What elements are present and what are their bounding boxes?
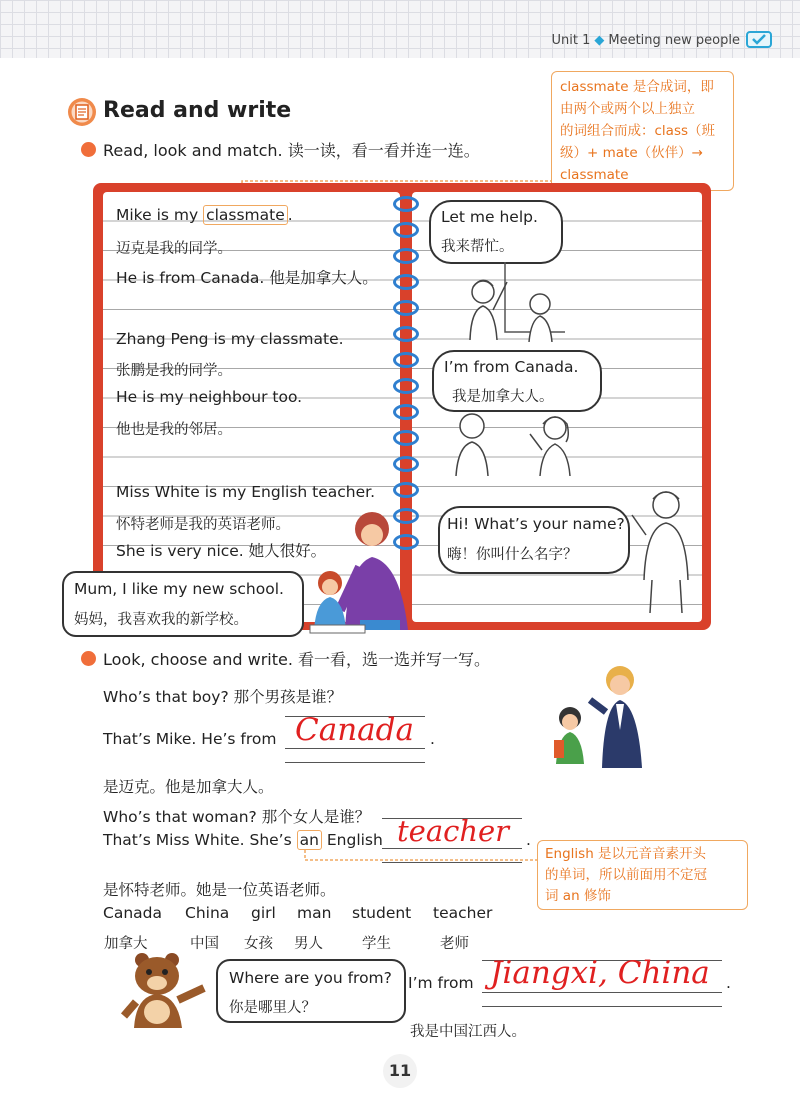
bubble-text-en: Where are you from? [229, 969, 392, 987]
section-title: Read and write [103, 98, 292, 123]
writing-line [285, 748, 425, 749]
an-tip-box [537, 840, 748, 910]
page-number: 11 [388, 1061, 412, 1080]
answer-3-handwritten[interactable]: Jiangxi, China [490, 955, 710, 991]
word-bank-student: student [352, 904, 412, 922]
ring-icon [393, 222, 419, 238]
word-bank-zh: 男人 [294, 936, 323, 952]
answer-1-prefix: That’s Mike. He’s from [103, 730, 277, 748]
zhang-line-1: Zhang Peng is my classmate. [116, 330, 344, 348]
ring-icon [393, 378, 419, 394]
bubble-text-en: I’m from Canada. [444, 358, 579, 376]
bubble-text-zh: 嗨！你叫什么名字？ [447, 547, 578, 563]
writing-line [482, 992, 722, 993]
answer-3-prefix: I’m from [408, 974, 474, 992]
ring-icon [393, 430, 419, 446]
unit-number: Unit 1 [551, 33, 591, 48]
question-2: Who’s that woman? 那个女人是谁？ [103, 808, 371, 826]
bubble-text-zh: 你是哪里人？ [229, 1000, 316, 1016]
bullet-icon [81, 651, 96, 666]
word-bank-man: man [297, 904, 332, 922]
tip-line: 级）+ mate（伙伴）→ [560, 145, 703, 161]
classmate-tip-box [551, 71, 734, 191]
ring-icon [393, 352, 419, 368]
task2-instruction: Look, choose and write. 看一看，选一选并写一写。 [103, 650, 491, 669]
answer-2-handwritten[interactable]: teacher [397, 814, 510, 848]
answer-1-period: . [430, 730, 435, 748]
bubble-text-en: Mum, I like my new school. [74, 580, 284, 598]
bubble-text-zh: 我是加拿大人。 [452, 389, 554, 405]
white-line-3: She is very nice. 她人很好。 [116, 542, 327, 560]
bear-mascot-illustration [120, 950, 210, 1030]
word-bank-teacher: teacher [433, 904, 493, 922]
zhang-line-3: He is my neighbour too. [116, 388, 303, 406]
ring-icon [393, 456, 419, 472]
bubble-text-en: Hi! What’s your name? [447, 515, 625, 533]
separator-dot: ◆ [594, 33, 605, 48]
answer-3-period: . [726, 974, 731, 992]
answer-1-chinese: 是迈克。他是加拿大人。 [103, 778, 274, 796]
word-bank-china: China [185, 904, 230, 922]
tip-line: English 是以元音音素开头 [545, 846, 707, 862]
ring-icon [393, 274, 419, 290]
white-line-2: 怀特老师是我的英语老师。 [116, 517, 290, 533]
word-bank-canada: Canada [103, 904, 162, 922]
unit-label [552, 33, 741, 48]
an-highlight: an [297, 830, 322, 850]
header-bar [0, 0, 800, 58]
word-bank-zh: 老师 [440, 936, 469, 952]
answer-2-line [103, 831, 383, 849]
zhang-line-4: 他也是我的邻居。 [116, 422, 232, 438]
ring-icon [393, 300, 419, 316]
white-line-1: Miss White is my English teacher. [116, 483, 376, 501]
ring-icon [393, 326, 419, 342]
tip-line: classmate [560, 167, 629, 183]
bubble-text-en: Let me help. [441, 208, 538, 226]
tip-line: 的词组合而成：class（班 [560, 123, 716, 139]
speech-bubble-name [438, 506, 630, 574]
mike-line-1 [116, 206, 293, 224]
period: . [287, 206, 293, 224]
mike-line-2: 迈克是我的同学。 [116, 241, 232, 257]
an-tip-connector [300, 848, 540, 864]
answer-3-chinese: 我是中国江西人。 [410, 1024, 526, 1040]
word-bank-zh: 加拿大 [104, 936, 148, 952]
ring-icon [393, 482, 419, 498]
unit-badge-icon [746, 28, 772, 50]
boys-board-illustration [455, 262, 565, 342]
task1-instruction: Read, look and match. 读一读，看一看并连一连。 [103, 141, 480, 160]
answer-2-period: . [526, 831, 531, 849]
speech-bubble-canada [432, 350, 602, 412]
question-1: Who’s that boy? 那个男孩是谁？ [103, 688, 343, 706]
answer-1-handwritten[interactable]: Canada [295, 712, 414, 748]
answer-2-chinese: 是怀特老师。她是一位英语老师。 [103, 881, 336, 899]
tip-line: classmate 是合成词，即 [560, 79, 714, 95]
tip-line: 词 an 修饰 [545, 888, 611, 904]
bullet-icon [81, 142, 96, 157]
ring-icon [393, 196, 419, 212]
tip-line: 由两个或两个以上独立 [560, 101, 695, 117]
answer-2-english: English [321, 831, 383, 849]
answer-2-prefix: That’s Miss White. She’s [103, 831, 297, 849]
mike-line-3: He is from Canada. 他是加拿大人。 [116, 269, 378, 287]
writing-line [285, 762, 425, 763]
man-illustration [628, 485, 698, 615]
classmate-highlight: classmate [203, 205, 288, 225]
boy-teacher-illustration [550, 660, 650, 770]
unit-title: Meeting new people [608, 33, 740, 48]
speech-bubble-school [62, 571, 304, 637]
zhang-line-2: 张鹏是我的同学。 [116, 363, 232, 379]
children-illustration [450, 410, 580, 482]
writing-line [482, 1006, 722, 1007]
speech-bubble-help [429, 200, 563, 264]
word-bank-zh: 中国 [190, 936, 219, 952]
read-write-icon [67, 97, 97, 127]
tip-line: 的单词，所以前面用不定冠 [545, 867, 707, 883]
bubble-text-zh: 我来帮忙。 [441, 239, 514, 255]
word-bank-zh: 学生 [362, 936, 391, 952]
word-bank-girl: girl [251, 904, 276, 922]
ring-icon [393, 404, 419, 420]
mother-daughter-illustration [300, 505, 430, 637]
bubble-text-zh: 妈妈，我喜欢我的新学校。 [74, 612, 248, 628]
ring-icon [393, 248, 419, 264]
speech-bubble-where [216, 959, 406, 1023]
mike-text: Mike is my [116, 206, 204, 224]
word-bank-zh: 女孩 [244, 936, 273, 952]
